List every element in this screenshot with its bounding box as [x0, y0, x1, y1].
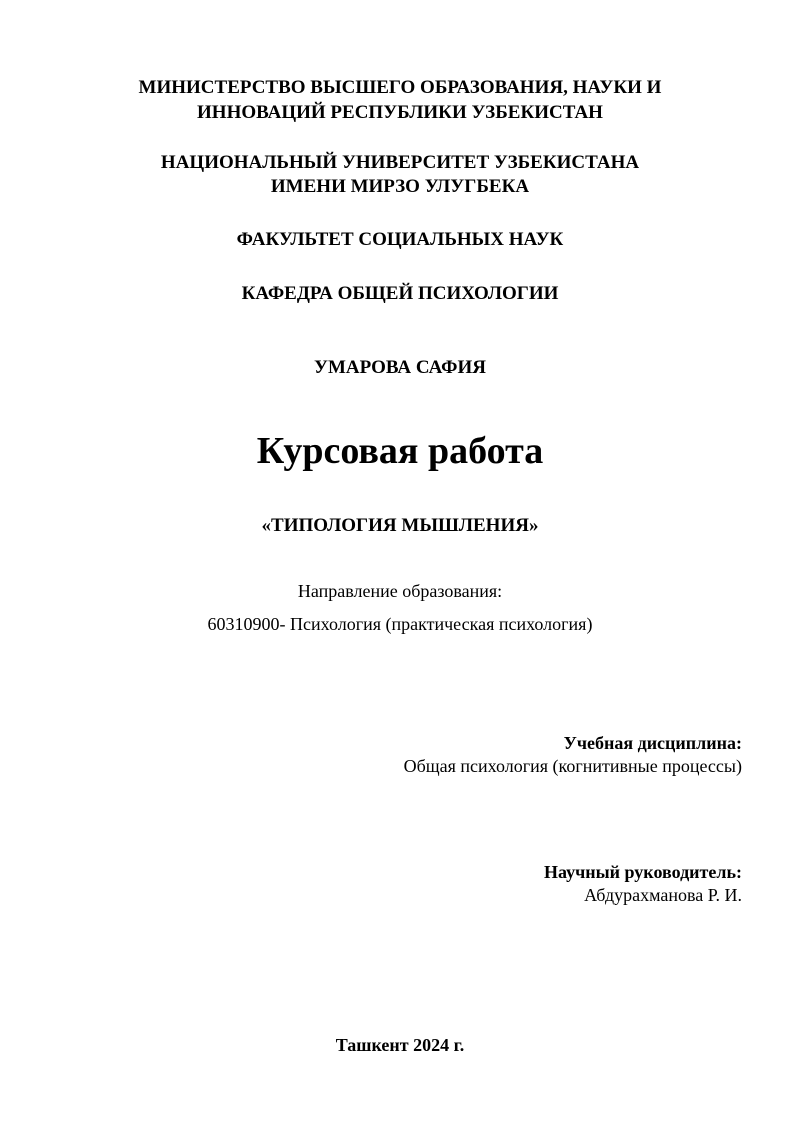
- footer-city-year: Ташкент 2024 г.: [335, 1035, 465, 1055]
- university-line-2: ИМЕНИ МИРЗО УЛУГБЕКА: [270, 176, 530, 197]
- university-line-1: НАЦИОНАЛЬНЫЙ УНИВЕРСИТЕТ УЗБЕКИСТАНА: [160, 152, 640, 173]
- faculty-name: ФАКУЛЬТЕТ СОЦИАЛЬНЫХ НАУК: [236, 229, 564, 250]
- supervisor-label: Научный руководитель:: [544, 862, 742, 882]
- discipline-label: Учебная дисциплина:: [563, 733, 742, 753]
- work-type-title: Курсовая работа: [256, 430, 544, 472]
- direction-label: Направление образования:: [297, 581, 503, 601]
- discipline-value: Общая психология (когнитивные процессы): [403, 756, 742, 776]
- topic-title: «ТИПОЛОГИЯ МЫШЛЕНИЯ»: [261, 515, 539, 536]
- ministry-line-2: ИННОВАЦИЙ РЕСПУБЛИКИ УЗБЕКИСТАН: [197, 102, 603, 123]
- supervisor-value: Абдурахманова Р. И.: [584, 885, 742, 905]
- author-name: УМАРОВА САФИЯ: [314, 357, 486, 378]
- direction-value: 60310900- Психология (практическая психология): [207, 614, 593, 634]
- ministry-line-1: МИНИСТЕРСТВО ВЫСШЕГО ОБРАЗОВАНИЯ, НАУКИ И: [138, 77, 662, 98]
- department-name: КАФЕДРА ОБЩЕЙ ПСИХОЛОГИИ: [241, 283, 559, 304]
